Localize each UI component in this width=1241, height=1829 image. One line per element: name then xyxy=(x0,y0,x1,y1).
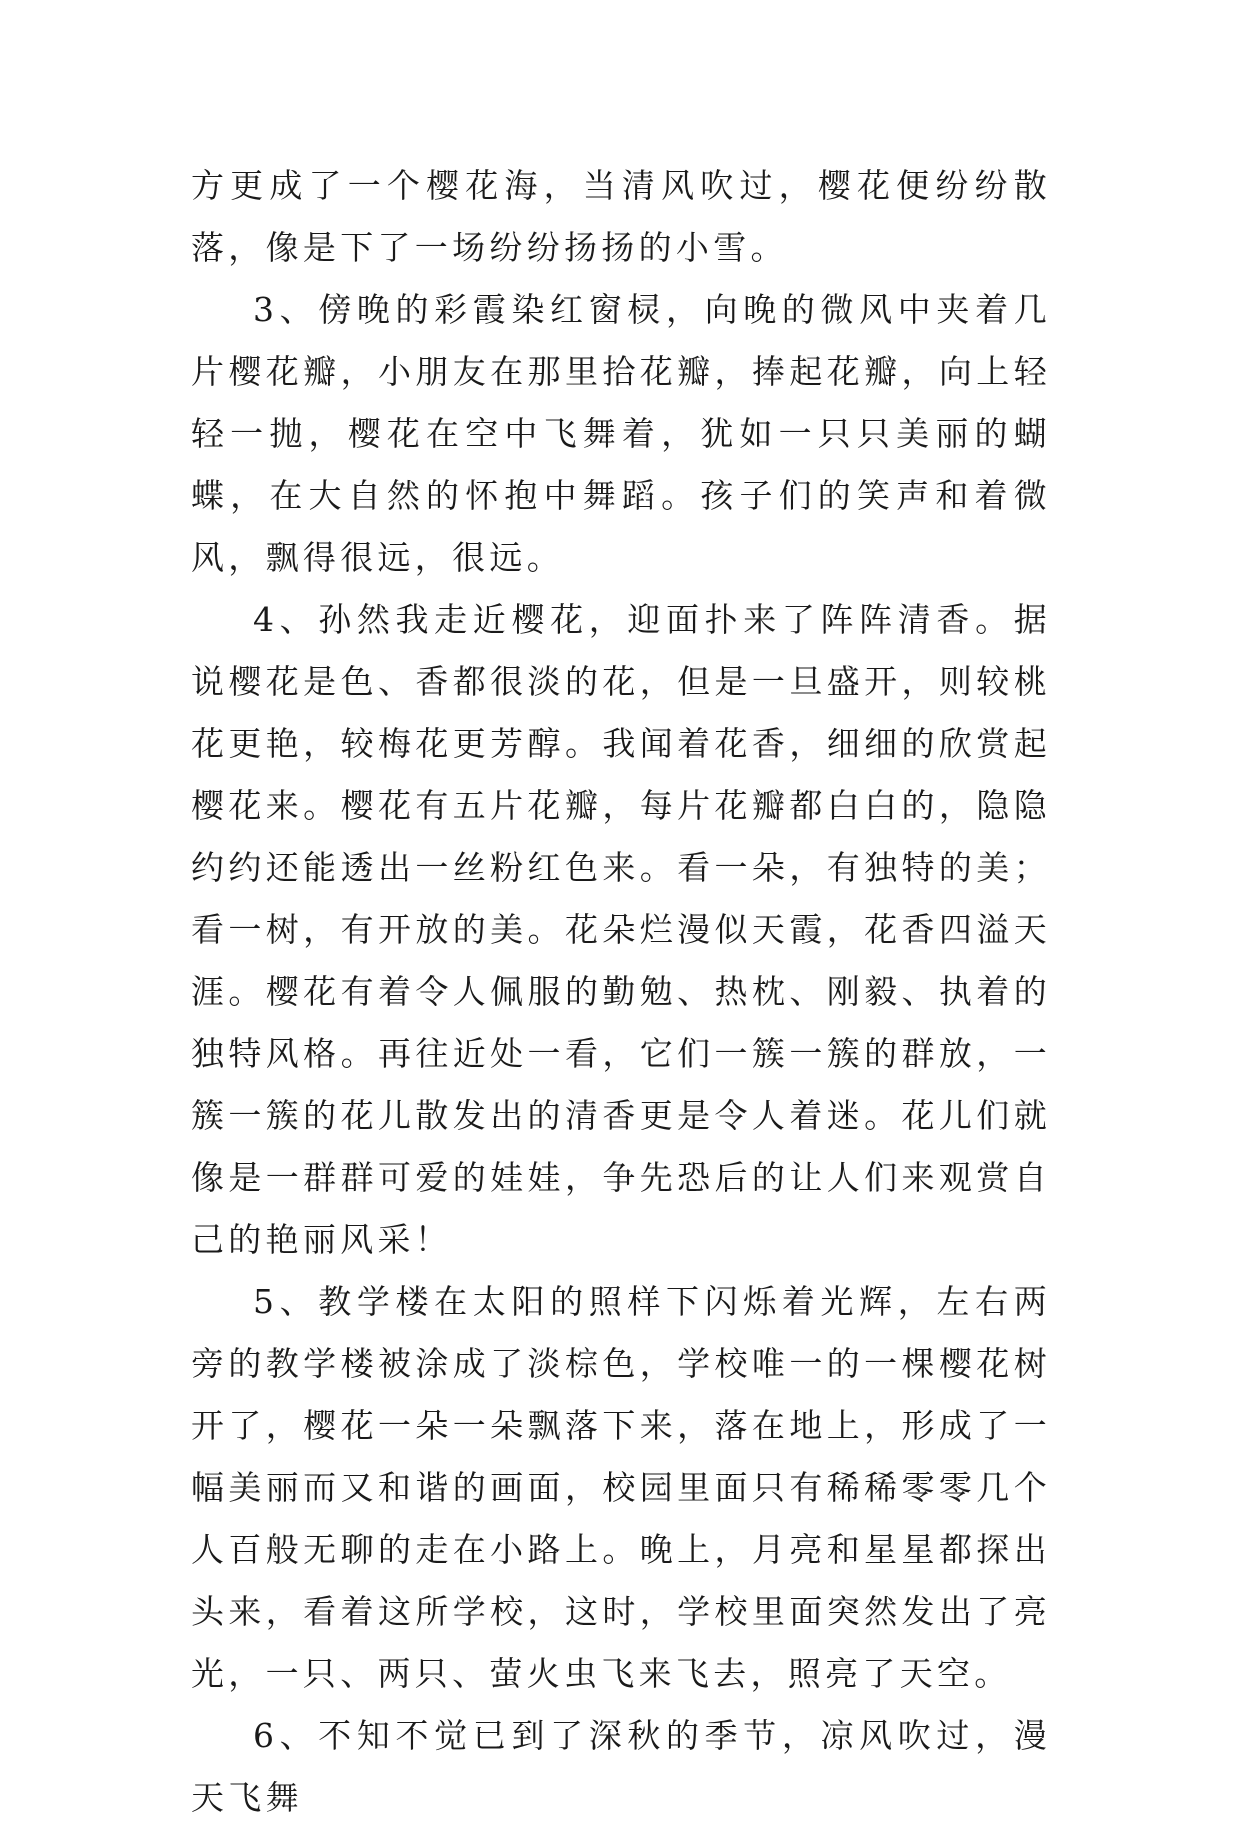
paragraph-item-5: 5、教学楼在太阳的照样下闪烁着光辉，左右两旁的教学楼被涂成了淡棕色，学校唯一的一棵樱花树开了，樱花一朵一朵飘落下来，落在地上，形成了一幅美丽而又和谐的画面，校园里面只有稀稀零零几个人百般无聊的走在小路上。晚上，月亮和星星都探出头来，看着这所学校，这时，学校里面突然发出了亮光，一只、两只、萤火虫飞来飞去，照亮了天空。 xyxy=(191,1282,1051,1693)
document-body xyxy=(191,155,1051,1829)
paragraph-item-3: 3、傍晚的彩霞染红窗棂，向晚的微风中夹着几片樱花瓣，小朋友在那里拾花瓣，捧起花瓣，向上轻轻一抛，樱花在空中飞舞着，犹如一只只美丽的蝴蝶，在大自然的怀抱中舞蹈。孩子们的笑声和着微风，飘得很远，很远。 xyxy=(191,290,1051,577)
paragraph-item-4: 4、孙然我走近樱花，迎面扑来了阵阵清香。据说樱花是色、香都很淡的花，但是一旦盛开，则较桃花更艳，较梅花更芳醇。我闻着花香，细细的欣赏起樱花来。樱花有五片花瓣，每片花瓣都白白的，隐隐约约还能透出一丝粉红色来。看一朵，有独特的美；看一树，有开放的美。花朵烂漫似天霞，花香四溢天涯。樱花有着令人佩服的勤勉、热枕、刚毅、执着的独特风格。再往近处一看，它们一簇一簇的群放，一簇一簇的花儿散发出的清香更是令人着迷。花儿们就像是一群群可爱的娃娃，争先恐后的让人们来观赏自己的艳丽风采！ xyxy=(191,600,1051,1259)
paragraph-continuation: 方更成了一个樱花海，当清风吹过，樱花便纷纷散落，像是下了一场纷纷扬扬的小雪。 xyxy=(191,166,1051,267)
paragraph-item-6: 6、不知不觉已到了深秋的季节，凉风吹过，漫天飞舞 xyxy=(191,1716,1051,1817)
